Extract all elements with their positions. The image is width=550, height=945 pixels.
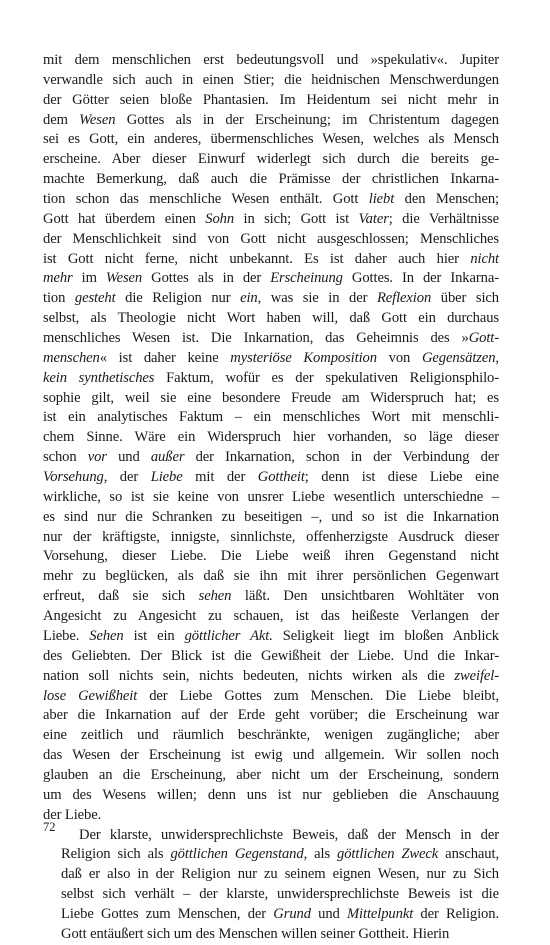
emphasis-text: Sehen <box>89 627 124 644</box>
text-run: chem Sinne. Wäre ein Widerspruch hier vorhanden, so läge dieser <box>43 429 499 446</box>
text-run: Gott hat überdem einen <box>43 210 206 227</box>
text-line <box>43 627 499 647</box>
emphasis-text: Gegensätzen, <box>421 349 499 366</box>
text-line <box>43 210 499 230</box>
text-run: eine zeitlich und räumlich beschränkte, wenigen zugängliche; aber <box>43 727 499 744</box>
text-line <box>43 250 499 270</box>
text-line <box>43 885 499 905</box>
text-run: dem <box>43 111 80 128</box>
text-run: in sich; Gott ist <box>234 210 359 227</box>
text-line <box>43 766 499 786</box>
text-run: mehr zu beglücken, als daß sie ihn mit ihrer persönlichen Gegenwart <box>43 568 499 585</box>
text-line <box>43 826 499 846</box>
emphasis-text: Erscheinung <box>270 270 343 287</box>
emphasis-text: Sohn <box>205 210 235 227</box>
paragraph <box>43 51 499 826</box>
text-run: tion schon das menschliche Wesen enthält. Gott <box>43 191 369 208</box>
text-line <box>43 746 499 766</box>
text-line <box>43 309 499 329</box>
text-line <box>43 706 499 726</box>
emphasis-text: liebt <box>368 191 395 208</box>
emphasis-text: mysteriöse Komposition <box>230 349 377 366</box>
text-run: menschliches Wesen ist. Die Inkarnation, das Geheimnis des » <box>43 330 469 347</box>
text-run: der Liebe Gottes zum Menschen. Die Liebe bleibt, <box>137 687 499 704</box>
text-line <box>43 130 499 150</box>
text-line <box>43 508 499 528</box>
text-line <box>43 71 499 91</box>
text-line <box>43 488 499 508</box>
emphasis-text: Grund <box>273 905 311 922</box>
emphasis-text: zweifel- <box>454 667 499 684</box>
emphasis-text: sehen <box>198 588 232 605</box>
text-run: Gott entäußert sich um des Menschen willen seiner Gottheit. Hierin <box>61 925 450 942</box>
text-run: Liebe. <box>43 627 90 644</box>
text-run: selbst, als Theologie nicht Wort haben will, daß Gott ein durchaus <box>43 310 499 327</box>
page-body <box>43 51 499 945</box>
text-line <box>43 865 499 885</box>
emphasis-text: Vorsehung <box>43 469 104 486</box>
text-line <box>43 587 499 607</box>
text-run: aber die Inkarnation auf der Erde geht vorüber; die Erscheinung war <box>43 707 499 724</box>
text-run: sophie gilt, weil sie eine besondere Freude am Widerspruch hat; es <box>43 389 499 406</box>
text-run: mit dem menschlichen erst bedeutungsvoll und »spekulativ«. Jupiter <box>43 52 499 68</box>
text-line <box>43 607 499 627</box>
text-run: schon <box>43 449 88 466</box>
text-run: des Geliebten. Der Blick ist die Gewißheit der Liebe. Und die Inkar- <box>43 647 499 664</box>
emphasis-text: gesteht <box>74 290 116 307</box>
text-line <box>43 150 499 170</box>
text-line <box>43 269 499 289</box>
text-run: Der klarste, unwidersprechlichste Beweis, daß der Mensch in der <box>79 826 499 843</box>
text-run: Vorsehung, dieser Liebe. Die Liebe weiß ihren Gegenstand nicht <box>43 548 499 565</box>
text-run: im <box>72 270 106 287</box>
text-line <box>43 51 499 71</box>
text-run: daß er also in der Religion nur zu seinem eignen Wesen, nur zu Sich <box>61 866 499 883</box>
text-line <box>43 925 499 945</box>
text-run: der Liebe. <box>43 806 102 823</box>
text-run: Religion sich als <box>61 846 171 863</box>
emphasis-text: lose Gewißheit <box>43 687 138 704</box>
text-line <box>43 111 499 131</box>
emphasis-text: göttlichen Gegenstand <box>170 846 304 863</box>
text-run: Angesicht zu Angesicht zu schauen, ist das heißeste Verlangen der <box>43 608 499 625</box>
emphasis-text: Vater <box>358 210 389 227</box>
text-line <box>43 567 499 587</box>
text-run: ; die Verhältnisse <box>388 210 499 227</box>
text-run: Seligkeit liegt im bloßen Anblick <box>272 627 499 644</box>
text-line <box>43 389 499 409</box>
text-run: der Götter seien bloße Phantasien. Im Heidentum sei nicht mehr in <box>43 91 499 108</box>
text-run: um des Wesens willen; denn uns ist nur geblieben die Anschauung <box>43 786 499 803</box>
text-run: , der <box>103 469 151 486</box>
text-run: läßt. Den unsichtbaren Wohltäter von <box>231 588 499 605</box>
text-line <box>43 369 499 389</box>
text-run: der Inkarnation, schon in der Verbindung der <box>184 449 499 466</box>
emphasis-text: ein <box>240 290 258 307</box>
emphasis-text: göttlichen Zweck <box>337 846 439 863</box>
text-run: , als <box>303 846 338 863</box>
emphasis-text: Mittelpunkt <box>346 905 414 922</box>
text-run: Gottes. In der Inkarna- <box>342 270 499 287</box>
text-run: ist ein analytisches Faktum – ein menschliches Wort mit menschli- <box>43 409 499 426</box>
text-line <box>43 905 499 925</box>
emphasis-text: vor <box>87 449 107 466</box>
text-run: anschaut, <box>438 846 499 863</box>
text-line <box>43 170 499 190</box>
text-line <box>43 687 499 707</box>
emphasis-text: außer <box>150 449 185 466</box>
emphasis-text: Gott- <box>468 330 499 347</box>
emphasis-text: Liebe <box>150 469 183 486</box>
text-line <box>43 667 499 687</box>
emphasis-text: mehr <box>43 270 73 287</box>
text-run: der Religion. <box>413 905 499 922</box>
text-run: es sind nur die Schranken zu beseitigen –, und so ist die Inkarnation <box>43 508 499 525</box>
text-line <box>43 845 499 865</box>
text-line <box>43 230 499 250</box>
text-line <box>43 428 499 448</box>
text-run: tion <box>43 290 75 307</box>
text-run: und <box>310 905 347 922</box>
text-run: die Religion nur <box>115 290 241 307</box>
text-run: über sich <box>431 290 499 307</box>
emphasis-text: menschen <box>43 349 100 366</box>
paragraph <box>43 826 499 945</box>
emphasis-text: nicht <box>470 250 499 267</box>
text-run: nation soll nichts sein, nichts bedeuten, nichts wirken als die <box>43 667 455 684</box>
text-run: verwandle sich auch in einen Stier; die heidnischen Menschwerdungen <box>43 71 499 88</box>
text-run: und <box>106 449 151 466</box>
text-run: mit der <box>182 469 258 486</box>
text-run: Gottes als in der <box>142 270 271 287</box>
page-number: 72 <box>43 820 56 834</box>
text-line <box>43 190 499 210</box>
text-line <box>43 726 499 746</box>
text-line <box>43 468 499 488</box>
text-run: erfreut, daß sie sich <box>43 588 199 605</box>
emphasis-text: Wesen <box>79 111 116 128</box>
text-run: Faktum, wofür es der spekulativen Religionsphilo- <box>154 369 499 386</box>
text-run: der Menschlichkeit sind von Gott nicht ausgeschlossen; Menschliches <box>43 230 499 247</box>
text-run: , was sie in der <box>257 290 377 307</box>
emphasis-text: Reflexion <box>376 290 432 307</box>
text-run: ; denn ist diese Liebe eine <box>304 469 500 486</box>
text-run: ist ein <box>123 627 185 644</box>
text-run: selbst sich verhält – der klarste, unwidersprechlichste Beweis ist die <box>61 886 499 903</box>
emphasis-text: göttlicher Akt. <box>184 627 273 644</box>
text-line <box>43 547 499 567</box>
text-run: wirkliche, so ist sie keine von unsrer Liebe wesentlich unterschiedne – <box>43 488 499 505</box>
text-line <box>43 647 499 667</box>
emphasis-text: Gottheit <box>257 469 305 486</box>
emphasis-text: Wesen <box>105 270 143 287</box>
text-line <box>43 289 499 309</box>
text-line <box>43 329 499 349</box>
text-run: nur der kräftigste, innigste, sinnlichste, offenherzigste Ausdruck dieser <box>43 528 499 545</box>
text-run: glauben an die Erscheinung, aber nicht um der Erscheinung, sondern <box>43 766 499 783</box>
text-run: Liebe Gottes zum Menschen, der <box>61 905 274 922</box>
text-run: Gottes als in der Erscheinung; im Christentum dagegen <box>115 111 499 128</box>
emphasis-text: kein synthetisches <box>43 369 155 386</box>
text-run: das Wesen der Erscheinung ist ewig und allgemein. Wir sollen noch <box>43 747 499 764</box>
text-run: erscheine. Aber dieser Einwurf widerlegt sich durch die bereits ge- <box>43 151 499 168</box>
text-line <box>43 528 499 548</box>
text-line <box>43 408 499 428</box>
text-run: ist Gott nicht ferne, nicht unbekannt. Es ist daher auch hier <box>43 250 471 267</box>
text-line <box>43 349 499 369</box>
text-run: von <box>376 349 422 366</box>
text-line <box>43 448 499 468</box>
text-run: den Menschen; <box>394 191 499 208</box>
text-line <box>43 806 499 826</box>
text-line <box>43 91 499 111</box>
text-run: « ist daher keine <box>99 349 231 366</box>
text-line <box>43 786 499 806</box>
text-run: machte Bemerkung, daß auch die Prämisse der christlichen Inkarna- <box>43 171 499 188</box>
text-run: sei es Gott, ein anderes, übermenschliches Wesen, welches als Mensch <box>43 131 499 148</box>
